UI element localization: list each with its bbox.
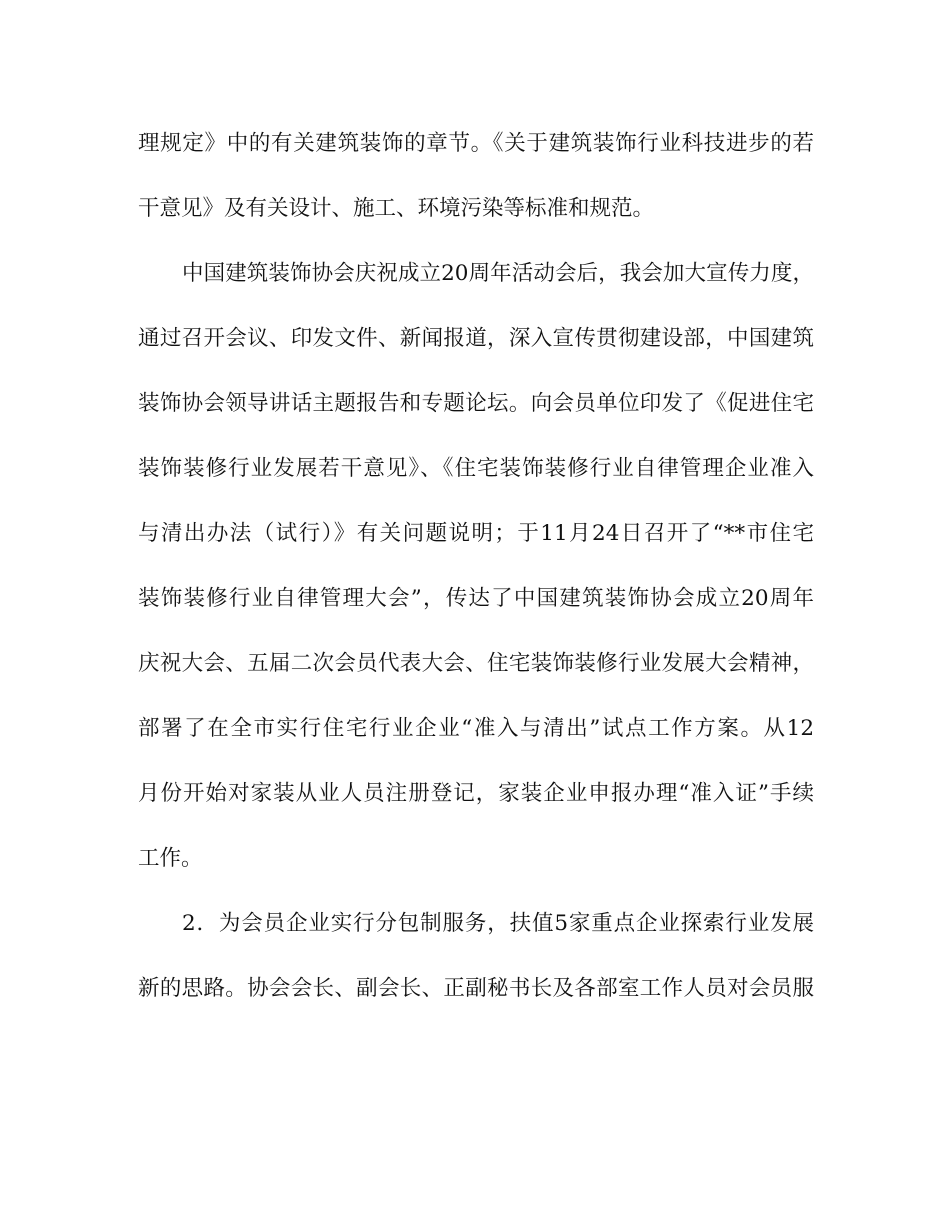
text-line: 装饰协会领导讲话主题报告和专题论坛。向会员单位印发了《促进住宅 [138, 391, 814, 416]
text-line: 部署了在全市实行住宅行业企业“准入与清出”试点工作方案。从12 [138, 716, 814, 741]
text-line: 理规定》中的有关建筑装饰的章节。《关于建筑装饰行业科技进步的若 [138, 131, 814, 156]
text-line: 通过召开会议、印发文件、新闻报道，深入宣传贯彻建设部，中国建筑 [138, 326, 814, 351]
document-body [138, 118, 814, 1028]
text-line: 与清出办法（试行）》有关问题说明；于11月24日召开了“**市住宅 [138, 521, 814, 546]
paragraph-start-line: 中国建筑装饰协会庆祝成立20周年活动会后，我会加大宣传力度， [182, 261, 814, 286]
text-line: 庆祝大会、五届二次会员代表大会、住宅装饰装修行业发展大会精神， [138, 651, 814, 676]
text-line: 干意见》及有关设计、施工、环境污染等标准和规范。 [138, 196, 655, 221]
paragraph-start-line: 2．为会员企业实行分包制服务，扶值5家重点企业探索行业发展 [182, 911, 814, 936]
text-line: 月份开始对家装从业人员注册登记，家装企业申报办理“准入证”手续 [138, 781, 814, 806]
text-line: 新的思路。协会会长、副会长、正副秘书长及各部室工作人员对会员服 [138, 976, 814, 1001]
text-line: 工作。 [138, 846, 203, 871]
text-line: 装饰装修行业自律管理大会”，传达了中国建筑装饰协会成立20周年 [138, 586, 814, 611]
text-line: 装饰装修行业发展若干意见》、《住宅装饰装修行业自律管理企业准入 [138, 456, 814, 481]
